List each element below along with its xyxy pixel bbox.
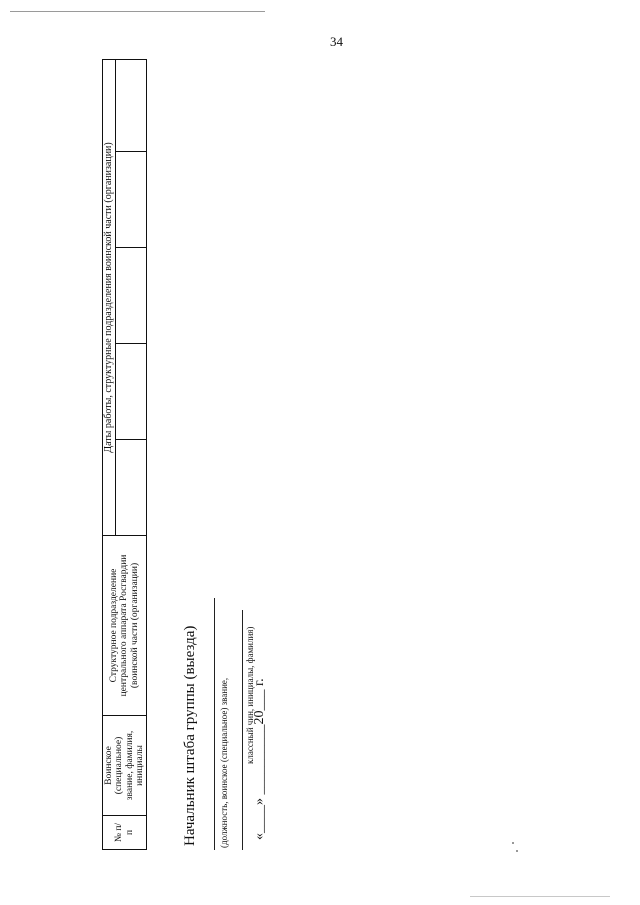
- scan-artifact-dot: [512, 842, 514, 844]
- scan-artifact-dot: [516, 850, 518, 852]
- date-cell: [116, 440, 147, 536]
- signature-title: Начальник штаба группы (выезда): [182, 625, 198, 846]
- header-dates: Даты работы, структурные подразделения воинской части (организации): [102, 142, 114, 453]
- signature-date: «____» __________20___ г.: [252, 678, 267, 840]
- header-unit: Структурное подразделение центрального аппарата Росгвардии (воинской части (организации): [108, 554, 140, 697]
- header-number: № п/п: [114, 822, 135, 843]
- rotated-document-block: [102, 60, 302, 850]
- scan-artifact-line: [10, 11, 265, 12]
- signature-caption-2: классный чин, инициалы, фамилия): [245, 626, 255, 764]
- date-cell: [116, 248, 147, 344]
- scan-artifact-line: [470, 896, 610, 897]
- header-dates-cell: [103, 59, 116, 535]
- page-number: 34: [330, 34, 343, 49]
- signature-line-1: [214, 598, 215, 850]
- date-cell: [116, 152, 147, 248]
- date-cell: [116, 344, 147, 440]
- signature-caption-1: (должность, воинское (специальное) звание,: [219, 677, 229, 848]
- signature-line-2: [242, 610, 243, 850]
- header-rank: Воинское (специальное) звание, фамилия, инициалы: [103, 730, 145, 801]
- signature-block: [102, 530, 302, 850]
- date-cell: [116, 59, 147, 151]
